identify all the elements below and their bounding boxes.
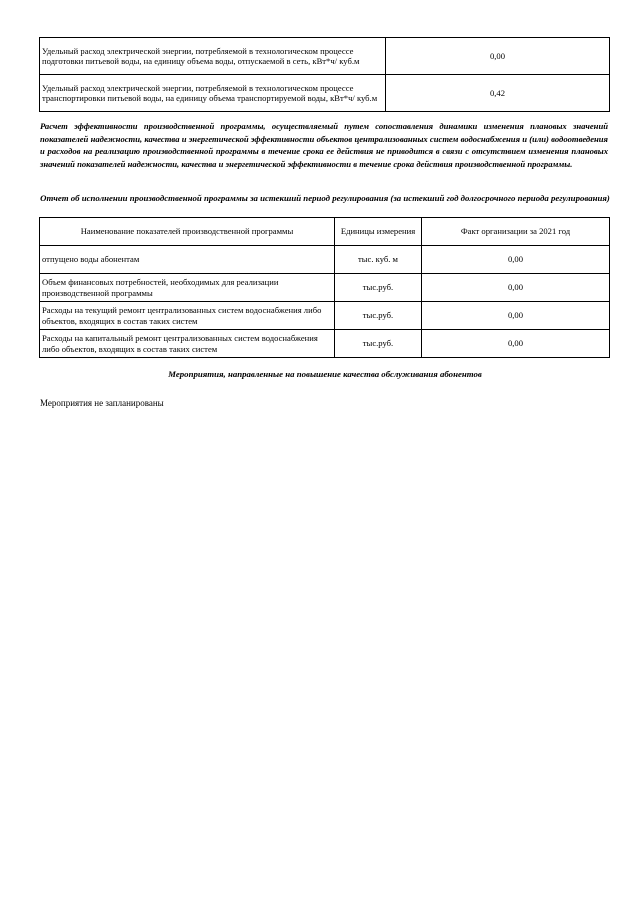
table-cell-fact: 0,00 bbox=[422, 302, 610, 330]
efficiency-paragraph: Расчет эффективности производственной программы, осуществляемый путем сопоставления динамики изменения плановых значений показателей надежности, качества и энергетической эффективности объектов централизованных систем водоснабжения и (или) водоотведения и расходов на реализацию производственной программы в течение срока ее действия не приводится в связи с отсутствием изменения плановых значений показателей надежности, качества и энергетической эффективности в течение срока действия производственной программы. bbox=[40, 121, 608, 169]
table-cell-fact: 0,00 bbox=[422, 246, 610, 274]
energy-consumption-table bbox=[39, 37, 610, 112]
table-row bbox=[40, 302, 610, 330]
measures-note: Мероприятия не запланированы bbox=[40, 398, 164, 408]
table-cell-fact: 0,00 bbox=[422, 274, 610, 302]
program-report-table bbox=[39, 217, 610, 358]
table-cell-unit: тыс.руб. bbox=[335, 330, 422, 358]
column-header-unit: Единицы измерения bbox=[335, 218, 422, 246]
table-cell-name: Расходы на капитальный ремонт централизованных систем водоснабжения либо объектов, входящих в состав таких систем bbox=[40, 330, 335, 358]
table-cell-unit: тыс.руб. bbox=[335, 302, 422, 330]
table-cell-value: 0,42 bbox=[386, 75, 610, 112]
table-cell-label: Удельный расход электрической энергии, потребляемой в технологическом процессе подготовки питьевой воды, на единицу объема воды, отпускаемой в сеть, кВт*ч/ куб.м bbox=[40, 38, 386, 75]
table-cell-name: отпущено воды абонентам bbox=[40, 246, 335, 274]
column-header-fact: Факт организации за 2021 год bbox=[422, 218, 610, 246]
table-header-row bbox=[40, 218, 610, 246]
table-cell-unit: тыс. куб. м bbox=[335, 246, 422, 274]
table-cell-name: Расходы на текущий ремонт централизованных систем водоснабжения либо объектов, входящих в состав таких систем bbox=[40, 302, 335, 330]
table-row bbox=[40, 274, 610, 302]
table-cell-value: 0,00 bbox=[386, 38, 610, 75]
table-row bbox=[40, 75, 610, 112]
table-cell-unit: тыс.руб. bbox=[335, 274, 422, 302]
table-cell-fact: 0,00 bbox=[422, 330, 610, 358]
report-heading: Отчет об исполнении производственной программы за истекший период регулирования (за истекший год долгосрочного периода регулирования) bbox=[40, 193, 610, 203]
table-row bbox=[40, 246, 610, 274]
measures-heading: Мероприятия, направленные на повышение качества обслуживания абонентов bbox=[168, 369, 482, 379]
table-row bbox=[40, 330, 610, 358]
table-row bbox=[40, 38, 610, 75]
column-header-name: Наименование показателей производственной программы bbox=[40, 218, 335, 246]
table-cell-name: Объем финансовых потребностей, необходимых для реализации производственной программы bbox=[40, 274, 335, 302]
table-cell-label: Удельный расход электрической энергии, потребляемой в технологическом процессе транспортировки питьевой воды, на единицу объема транспортируемой воды, кВт*ч/ куб.м bbox=[40, 75, 386, 112]
